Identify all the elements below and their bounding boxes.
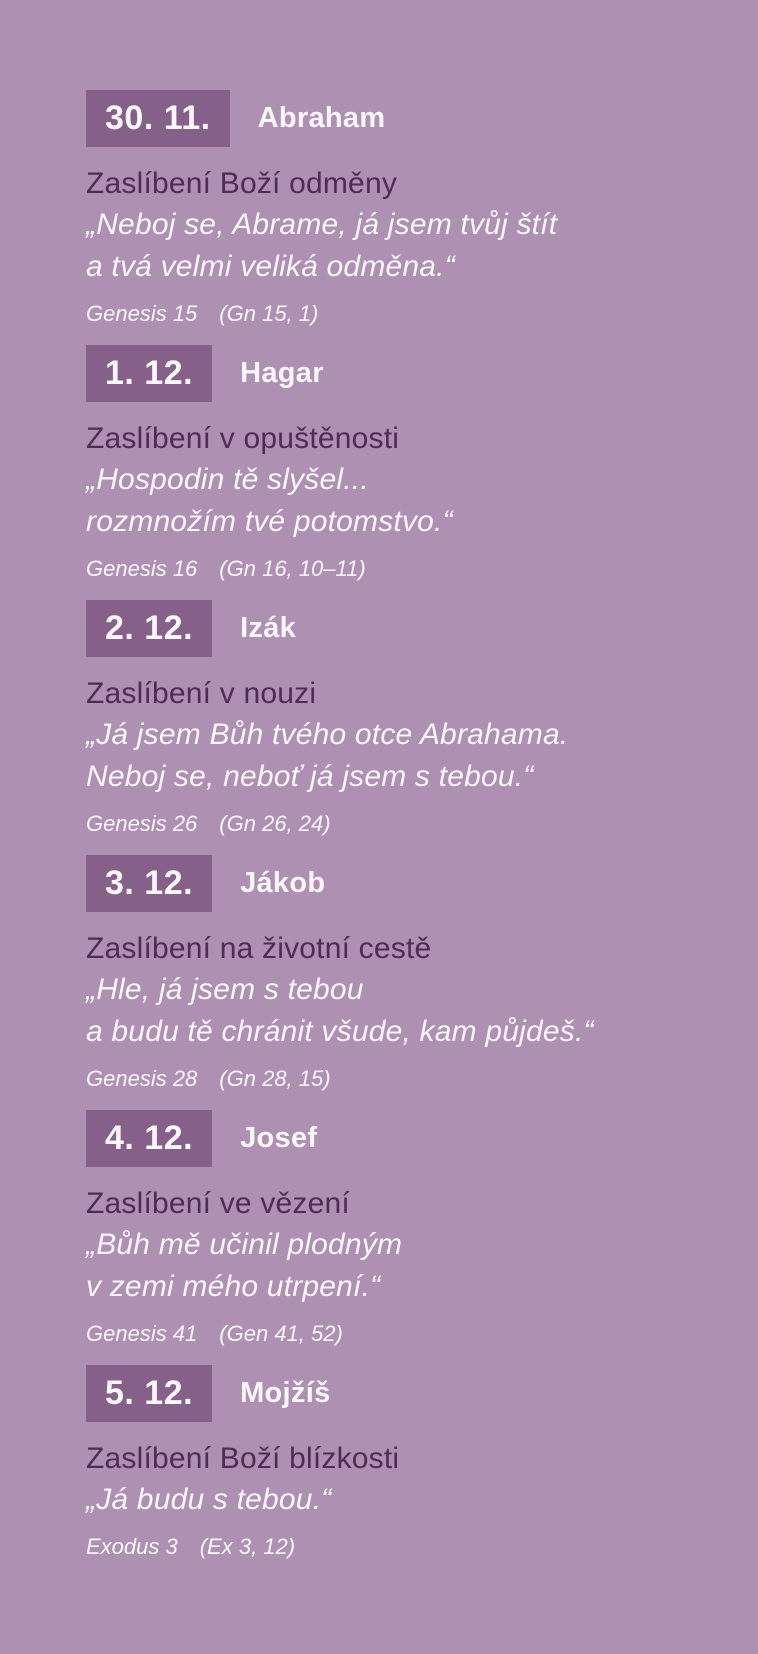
section-header [86, 345, 728, 402]
quote [86, 459, 728, 543]
devotional-section [86, 600, 728, 855]
devotional-section [86, 855, 728, 1110]
quote-line: „Neboj se, Abrame, já jsem tvůj štít [86, 208, 558, 241]
ref-cite: (Gn 28, 15) [219, 1066, 331, 1091]
ref-book: Genesis 26 [86, 811, 198, 836]
devotional-section [86, 345, 728, 600]
devotional-section [86, 1365, 728, 1560]
devotional-section [86, 90, 728, 345]
date-badge: 4. 12. [86, 1110, 212, 1167]
quote-line: a tvá velmi veliká odměna.“ [86, 250, 455, 283]
quote [86, 1224, 728, 1308]
section-header [86, 600, 728, 657]
quote-line: „Hospodin tě slyšel... [86, 463, 369, 496]
section-title: Zaslíbení na životní cestě [86, 932, 432, 965]
section-title: Zaslíbení Boží blízkosti [86, 1442, 400, 1475]
person-name: Izák [240, 612, 297, 644]
section-header [86, 1365, 728, 1422]
date-badge: 3. 12. [86, 855, 212, 912]
ref-cite: (Gn 26, 24) [219, 811, 331, 836]
quote-line: „Já budu s tebou.“ [86, 1483, 332, 1516]
reference [86, 1066, 728, 1092]
ref-cite: (Ex 3, 12) [199, 1534, 296, 1559]
section-title: Zaslíbení Boží odměny [86, 167, 398, 200]
reference [86, 1321, 728, 1347]
devotional-section [86, 1110, 728, 1365]
quote [86, 1479, 728, 1521]
ref-book: Genesis 28 [86, 1066, 198, 1091]
person-name: Hagar [240, 357, 324, 389]
date-badge: 2. 12. [86, 600, 212, 657]
person-name: Abraham [257, 102, 386, 134]
date-badge: 1. 12. [86, 345, 212, 402]
quote-line: rozmnožím tvé potomstvo.“ [86, 505, 453, 538]
date-badge: 30. 11. [86, 90, 230, 147]
reference [86, 811, 728, 837]
section-header [86, 855, 728, 912]
section-title: Zaslíbení v opuštěnosti [86, 422, 400, 455]
ref-book: Genesis 15 [86, 301, 198, 326]
quote-line: „Hle, já jsem s tebou [86, 973, 364, 1006]
section-title: Zaslíbení v nouzi [86, 677, 317, 710]
section-header [86, 90, 728, 147]
ref-book: Exodus 3 [86, 1534, 178, 1559]
person-name: Jákob [240, 867, 326, 899]
quote-line: Neboj se, neboť já jsem s tebou.“ [86, 760, 534, 793]
ref-cite: (Gn 15, 1) [219, 301, 319, 326]
section-header [86, 1110, 728, 1167]
ref-book: Genesis 41 [86, 1321, 198, 1346]
quote-line: „Bůh mě učinil plodným [86, 1228, 403, 1261]
ref-cite: (Gn 16, 10–11) [219, 556, 366, 581]
ref-cite: (Gen 41, 52) [219, 1321, 343, 1346]
date-badge: 5. 12. [86, 1365, 212, 1422]
quote [86, 969, 728, 1053]
person-name: Mojžíš [240, 1377, 331, 1409]
quote-line: „Já jsem Bůh tvého otce Abrahama. [86, 718, 569, 751]
section-title: Zaslíbení ve vězení [86, 1187, 350, 1220]
quote [86, 204, 728, 288]
reference [86, 1534, 728, 1560]
quote-line: a budu tě chránit všude, kam půjdeš.“ [86, 1015, 594, 1048]
ref-book: Genesis 16 [86, 556, 198, 581]
person-name: Josef [240, 1122, 318, 1154]
reference [86, 301, 728, 327]
reference [86, 556, 728, 582]
quote [86, 714, 728, 798]
quote-line: v zemi mého utrpení.“ [86, 1270, 381, 1303]
